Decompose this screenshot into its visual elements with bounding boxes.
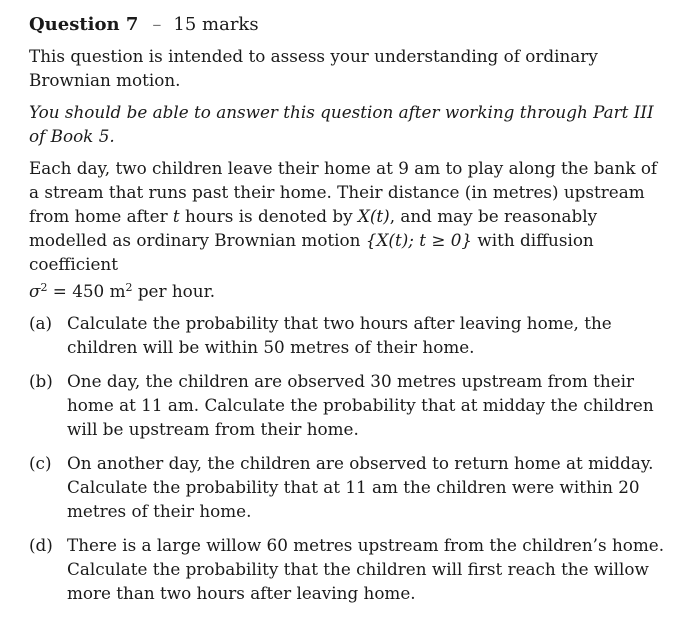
variable-xt: X(t) xyxy=(357,206,390,226)
part-label: (a) xyxy=(29,313,53,333)
question-title: Question 7 xyxy=(29,14,139,35)
question-header xyxy=(29,12,669,38)
part-text: Calculate the probability that two hours after leaving home, the children will be within 50 metres of their home. xyxy=(67,313,612,357)
guidance-paragraph: You should be able to answer this question after working through Part III of Book 5. xyxy=(29,102,654,146)
scenario-text-3: , and may be reasonably modelled as ordinary Brownian motion xyxy=(29,206,598,250)
header-separator: – xyxy=(152,14,162,35)
sigma-symbol: σ xyxy=(29,281,41,301)
metre-exponent: 2 xyxy=(125,281,133,294)
part-label: (b) xyxy=(29,371,53,391)
part-text: There is a large willow 60 metres upstream from the children’s home. Calculate the probability that the children will first reach the willow more than two hours after leaving home. xyxy=(67,535,665,603)
part-a xyxy=(29,311,669,359)
question-document xyxy=(29,12,669,615)
sigma-exponent: 2 xyxy=(40,281,48,294)
part-b xyxy=(29,369,669,441)
part-label: (c) xyxy=(29,453,52,473)
scenario-text-6: per hour. xyxy=(132,281,216,301)
part-text: One day, the children are observed 30 metres upstream from their home at 11 am. Calculate the probability that at midday the children will be upstream from their home. xyxy=(67,371,654,439)
question-parts xyxy=(29,311,669,605)
variable-t: t xyxy=(172,206,180,226)
scenario-text-1: Each day, two children leave their home at 9 am to play along the bank of a stream that runs past their home. Their distance (in metres) upstream from home after xyxy=(29,158,658,226)
intro-paragraph: This question is intended to assess your understanding of ordinary Brownian motion. xyxy=(29,46,598,90)
part-text: On another day, the children are observed to return home at midday. Calculate the probability that at 11 am the children were within 20 metres of their home. xyxy=(67,453,654,521)
scenario-text-2: hours is denoted by xyxy=(179,206,358,226)
part-c xyxy=(29,451,669,523)
part-label: (d) xyxy=(29,535,53,555)
question-marks: 15 marks xyxy=(173,14,259,35)
scenario-text-4: with diffusion coefficient xyxy=(29,230,594,274)
part-d xyxy=(29,533,669,605)
scenario-text-5: = 450 m xyxy=(47,281,126,301)
process-notation: {X(t); t ≥ 0} xyxy=(365,230,473,250)
scenario-paragraph xyxy=(29,156,669,303)
